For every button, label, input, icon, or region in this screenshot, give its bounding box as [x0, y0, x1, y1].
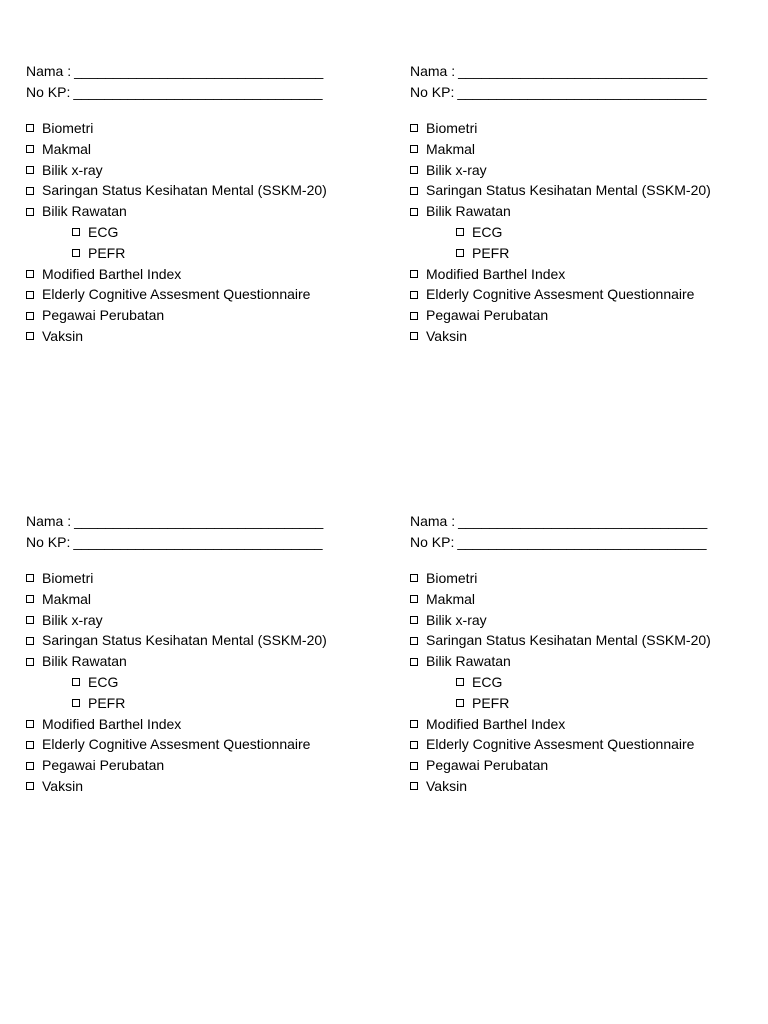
checkbox-icon[interactable] [410, 762, 418, 770]
checklist-item-bilik-rawatan[interactable] [26, 651, 386, 672]
checklist-item-vaksin[interactable] [410, 326, 768, 347]
name-blank-line[interactable]: ________________________________ [74, 513, 324, 529]
checklist-item-label: Bilik Rawatan [426, 203, 511, 220]
checklist-item-biometri[interactable] [410, 568, 768, 589]
checklist-subitem-ecg[interactable] [26, 222, 386, 243]
checklist-item-modified-barthel-index[interactable] [410, 264, 768, 285]
checklist-item-label: Bilik x-ray [42, 161, 103, 178]
checklist-item-ecaq[interactable] [410, 734, 768, 755]
checkbox-icon[interactable] [410, 291, 418, 299]
checkbox-icon[interactable] [26, 637, 34, 645]
checkbox-icon[interactable] [410, 332, 418, 340]
checklist-item-label: Pegawai Perubatan [42, 307, 165, 324]
checklist-item-makmal[interactable] [410, 139, 768, 160]
checklist-item-label: Makmal [426, 140, 476, 157]
checklist-item-label: Pegawai Perubatan [426, 757, 549, 774]
checklist-subitem-ecg[interactable] [410, 222, 768, 243]
checklist-item-modified-barthel-index[interactable] [410, 714, 768, 735]
checkbox-icon[interactable] [410, 208, 418, 216]
checklist-item-modified-barthel-index[interactable] [26, 264, 386, 285]
checklist-item-label: Bilik Rawatan [42, 653, 127, 670]
checkbox-icon[interactable] [410, 741, 418, 749]
checklist-item-label: Vaksin [426, 327, 467, 344]
checklist-subitem-ecg[interactable] [26, 672, 386, 693]
checkbox-icon[interactable] [26, 332, 34, 340]
checkbox-icon[interactable] [26, 145, 34, 153]
name-blank-line[interactable]: ________________________________ [458, 513, 708, 529]
checklist-item-sskm-20[interactable] [410, 180, 768, 201]
checkbox-icon[interactable] [26, 595, 34, 603]
checklist-subitem-pefr[interactable] [26, 693, 386, 714]
checkbox-icon[interactable] [26, 124, 34, 132]
checklist-item-label: PEFR [472, 694, 510, 711]
ic-number-label: No KP: [410, 534, 455, 550]
checklist-item-label: Elderly Cognitive Assesment Questionnaire [42, 736, 311, 753]
checklist-item-vaksin[interactable] [26, 776, 386, 797]
checklist-item-label: PEFR [472, 244, 510, 261]
ic-number-field[interactable] [26, 532, 386, 553]
checkbox-icon[interactable] [26, 166, 34, 174]
checkbox-icon[interactable] [410, 616, 418, 624]
ic-number-field[interactable] [410, 532, 768, 553]
checklist-item-label: ECG [472, 223, 503, 240]
checklist-item-label: Saringan Status Kesihatan Mental (SSKM-20) [42, 182, 327, 199]
checklist-item-label: PEFR [88, 244, 126, 261]
checklist-item-label: Vaksin [426, 777, 467, 794]
name-field[interactable] [410, 511, 768, 532]
checklist-item-label: Modified Barthel Index [42, 715, 182, 732]
ic-number-blank-line[interactable]: ________________________________ [73, 84, 323, 100]
checklist-item-makmal[interactable] [26, 139, 386, 160]
patient-slip-3 [26, 511, 386, 797]
checklist-item-label: Bilik x-ray [426, 611, 487, 628]
checklist-item-vaksin[interactable] [410, 776, 768, 797]
patient-slip-4 [410, 511, 768, 797]
ic-number-label: No KP: [26, 84, 71, 100]
checklist-item-biometri[interactable] [26, 568, 386, 589]
checklist-item-label: Saringan Status Kesihatan Mental (SSKM-20) [426, 632, 711, 649]
checklist-item-sskm-20[interactable] [26, 180, 386, 201]
checklist-item-label: ECG [88, 673, 119, 690]
checklist-item-label: Elderly Cognitive Assesment Questionnaire [426, 736, 695, 753]
checklist-item-makmal[interactable] [26, 589, 386, 610]
checklist-item-label: Pegawai Perubatan [426, 307, 549, 324]
checkbox-icon[interactable] [410, 782, 418, 790]
checklist-item-bilik-rawatan[interactable] [410, 651, 768, 672]
name-blank-line[interactable]: ________________________________ [74, 63, 324, 79]
checkbox-icon[interactable] [26, 291, 34, 299]
checklist-item-sskm-20[interactable] [26, 630, 386, 651]
checklist-item-label: Elderly Cognitive Assesment Questionnaire [426, 286, 695, 303]
checklist-item-ecaq[interactable] [410, 284, 768, 305]
checklist-item-bilik-xray[interactable] [410, 160, 768, 181]
name-blank-line[interactable]: ________________________________ [458, 63, 708, 79]
checklist-item-pegawai-perubatan[interactable] [26, 305, 386, 326]
checkbox-icon[interactable] [72, 678, 80, 686]
checklist-item-label: Saringan Status Kesihatan Mental (SSKM-20) [42, 632, 327, 649]
checklist-item-label: Biometri [42, 120, 94, 136]
checkbox-icon[interactable] [26, 270, 34, 278]
ic-number-field[interactable] [26, 82, 386, 103]
checkbox-icon[interactable] [410, 187, 418, 195]
checklist-item-vaksin[interactable] [26, 326, 386, 347]
checklist-item-label: Biometri [426, 570, 478, 586]
checkbox-icon[interactable] [410, 574, 418, 582]
checklist-item-label: Bilik Rawatan [426, 653, 511, 670]
checkbox-icon[interactable] [26, 616, 34, 624]
checklist-item-label: Biometri [42, 570, 94, 586]
checkbox-icon[interactable] [456, 228, 464, 236]
ic-number-label: No KP: [410, 84, 455, 100]
checkbox-icon[interactable] [26, 741, 34, 749]
checklist-item-bilik-xray[interactable] [26, 610, 386, 631]
checklist-item-label: Vaksin [42, 327, 83, 344]
checkbox-icon[interactable] [26, 720, 34, 728]
checkbox-icon[interactable] [26, 658, 34, 666]
checklist-item-label: Pegawai Perubatan [42, 757, 165, 774]
name-label: Nama : [410, 63, 456, 79]
checklist-item-biometri[interactable] [26, 118, 386, 139]
station-checklist [26, 568, 386, 797]
name-label: Nama : [410, 513, 456, 529]
checklist-item-pegawai-perubatan[interactable] [410, 755, 768, 776]
checklist-subitem-pefr[interactable] [410, 243, 768, 264]
checkbox-icon[interactable] [410, 166, 418, 174]
checkbox-icon[interactable] [72, 249, 80, 257]
checkbox-icon[interactable] [456, 249, 464, 257]
checkbox-icon[interactable] [410, 637, 418, 645]
ic-number-field[interactable] [410, 82, 768, 103]
name-label: Nama : [26, 63, 72, 79]
checklist-item-label: PEFR [88, 694, 126, 711]
checkbox-icon[interactable] [26, 762, 34, 770]
name-field[interactable] [410, 61, 768, 82]
checkbox-icon[interactable] [410, 124, 418, 132]
checklist-item-biometri[interactable] [410, 118, 768, 139]
checkbox-icon[interactable] [410, 658, 418, 666]
checklist-item-ecaq[interactable] [26, 284, 386, 305]
checkbox-icon[interactable] [26, 574, 34, 582]
patient-slip-1 [26, 61, 386, 347]
checklist-item-bilik-rawatan[interactable] [26, 201, 386, 222]
station-checklist [26, 118, 386, 347]
patient-slip-2 [410, 61, 768, 347]
checklist-item-label: ECG [472, 673, 503, 690]
checklist-item-modified-barthel-index[interactable] [26, 714, 386, 735]
checkbox-icon[interactable] [410, 312, 418, 320]
checkbox-icon[interactable] [26, 782, 34, 790]
checklist-item-bilik-xray[interactable] [26, 160, 386, 181]
checkbox-icon[interactable] [72, 228, 80, 236]
checklist-item-label: Modified Barthel Index [426, 715, 566, 732]
checkbox-icon[interactable] [410, 270, 418, 278]
checklist-subitem-ecg[interactable] [410, 672, 768, 693]
checklist-subitem-pefr[interactable] [410, 693, 768, 714]
checklist-item-label: Saringan Status Kesihatan Mental (SSKM-20) [426, 182, 711, 199]
ic-number-blank-line[interactable]: ________________________________ [457, 534, 707, 550]
checkbox-icon[interactable] [456, 699, 464, 707]
checklist-subitem-pefr[interactable] [26, 243, 386, 264]
checklist-item-label: Bilik Rawatan [42, 203, 127, 220]
checklist-item-pegawai-perubatan[interactable] [410, 305, 768, 326]
station-checklist [410, 118, 768, 347]
checklist-item-label: Makmal [42, 140, 92, 157]
checklist-item-label: Bilik x-ray [42, 611, 103, 628]
checkbox-icon[interactable] [456, 678, 464, 686]
checkbox-icon[interactable] [72, 699, 80, 707]
checklist-item-bilik-rawatan[interactable] [410, 201, 768, 222]
ic-number-blank-line[interactable]: ________________________________ [457, 84, 707, 100]
checklist-item-label: Makmal [42, 590, 92, 607]
checklist-item-bilik-xray[interactable] [410, 610, 768, 631]
ic-number-label: No KP: [26, 534, 71, 550]
checklist-item-label: ECG [88, 223, 119, 240]
checkbox-icon[interactable] [410, 720, 418, 728]
checklist-item-makmal[interactable] [410, 589, 768, 610]
name-field[interactable] [26, 61, 386, 82]
station-checklist [410, 568, 768, 797]
checklist-item-label: Makmal [426, 590, 476, 607]
checklist-item-label: Modified Barthel Index [42, 265, 182, 282]
checkbox-icon[interactable] [26, 208, 34, 216]
checkbox-icon[interactable] [410, 145, 418, 153]
checklist-item-sskm-20[interactable] [410, 630, 768, 651]
checklist-item-ecaq[interactable] [26, 734, 386, 755]
checkbox-icon[interactable] [26, 187, 34, 195]
ic-number-blank-line[interactable]: ________________________________ [73, 534, 323, 550]
checklist-item-pegawai-perubatan[interactable] [26, 755, 386, 776]
checklist-item-label: Vaksin [42, 777, 83, 794]
checklist-item-label: Bilik x-ray [426, 161, 487, 178]
checklist-item-label: Modified Barthel Index [426, 265, 566, 282]
name-field[interactable] [26, 511, 386, 532]
checklist-item-label: Biometri [426, 120, 478, 136]
checklist-item-label: Elderly Cognitive Assesment Questionnaire [42, 286, 311, 303]
name-label: Nama : [26, 513, 72, 529]
checkbox-icon[interactable] [26, 312, 34, 320]
checkbox-icon[interactable] [410, 595, 418, 603]
